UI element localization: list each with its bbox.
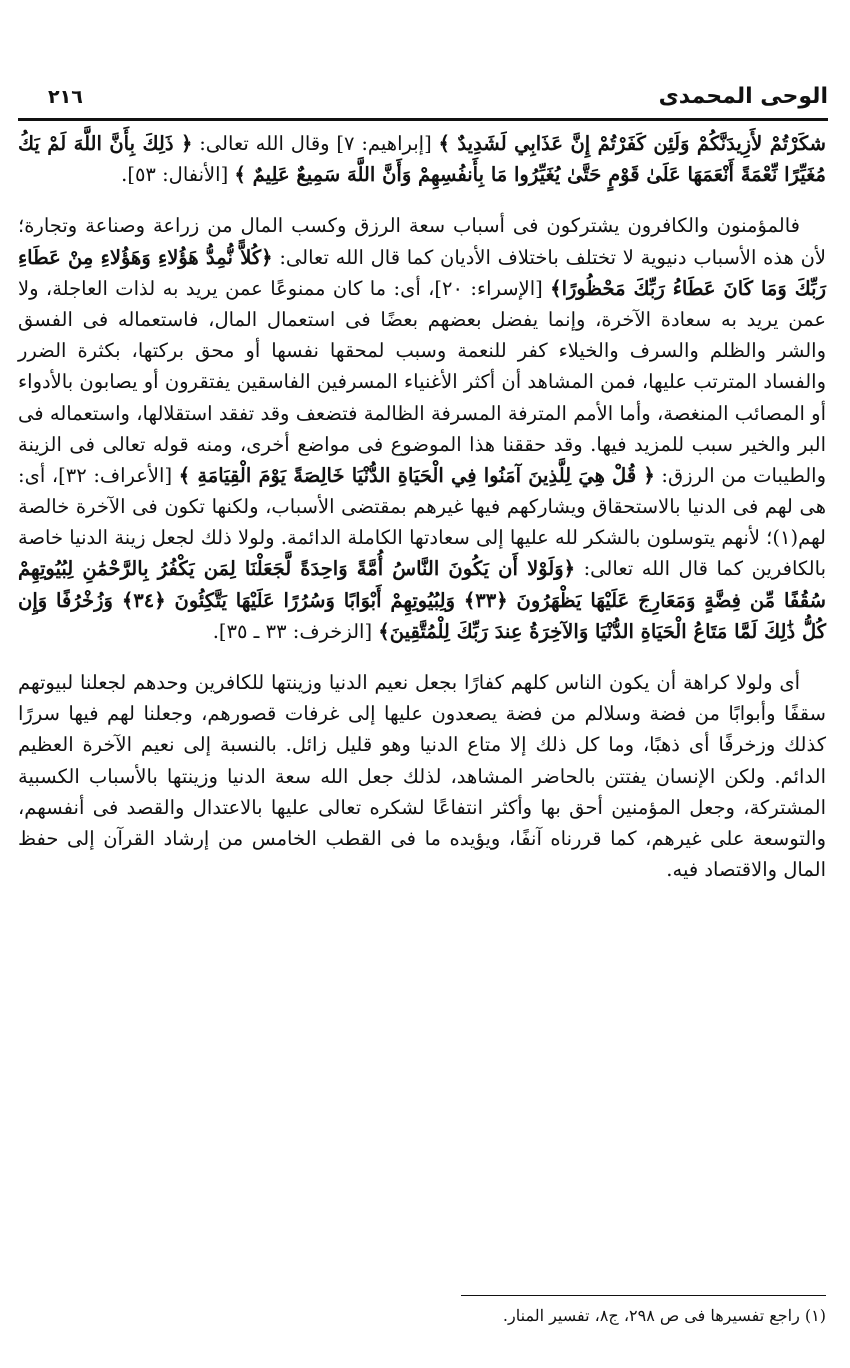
page-number: ٢١٦ bbox=[48, 86, 83, 108]
paragraph bbox=[18, 210, 826, 647]
footnote-divider bbox=[461, 1295, 826, 1296]
text-segment: فالمؤمنون والكافرون يشتركون فى أسباب سعة الرزق وكسب المال من زراعة وصناعة وتجارة؛ لأن هذه الأسباب دنيوية لا تختلف باختلاف الأديان كما قال الله تعالى: bbox=[18, 214, 827, 269]
text-segment: أى ولولا كراهة أن يكون الناس كلهم كفارًا بجعل نعيم الدنيا وزينتها للكافرين وحدهم لجعلنا لبيوتهم سقفًا وأبوابًا من فضة وسلالم من فضة يصعدون عليها إلى غرفات قصورهم، وجعلنا لهم فيها سررًا كذلك وزخرفًا أى ذهبًا، وما كل ذلك إلا متاع الدنيا وهو قليل زائل. بالنسبة إلى نعيم الآخرة العظيم الدائم. ولكن الإنسان يفتتن بالحاضر المشاهد، لذلك جعل الله سعة الدنيا وزينتها بالأسباب الكسبية المشتركة، وجعل المؤمنين أحق بها وأكثر انتفاعًا لشكره تعالى عليها بالاعتدال والقصد فى أنفسهم، والتوسعة على غيرهم، كما قررناه آنفًا، ويؤيده ما فى القطب الخامس من إرشاد القرآن إلى حفظ المال والاقتصاد فيه. bbox=[18, 671, 826, 882]
page-header bbox=[18, 84, 828, 121]
running-title: الوحى المحمدى bbox=[658, 84, 828, 109]
quran-verse: شكَرْتُمْ لأَزِيدَنَّكُمْ وَلَئِن كَفَرْتُمْ إِنَّ عَذَابِي لَشَدِيدٌ ﴾ bbox=[438, 132, 826, 155]
text-segment: [الزخرف: ٣٣ ـ ٣٥]. bbox=[212, 619, 379, 643]
text-segment: [الأنفال: ٥٣]. bbox=[121, 163, 235, 187]
paragraph bbox=[18, 667, 826, 885]
quran-verse: ﴿ ذَلِكَ بِأَنَّ اللَّهَ لَمْ يَكُ مُغَيِّرًا نِّعْمَةً أَنْعَمَهَا عَلَىٰ قَوْمٍ حَتَّىٰ يُغَيِّرُوا مَا بِأَنفُسِهِمْ وَأَنَّ اللَّهَ سَمِيعٌ عَلِيمٌ ﴾ bbox=[18, 132, 826, 187]
quran-verse: ﴿وَلَوْلا أَن يَكُونَ النَّاسُ أُمَّةً وَاحِدَةً لَّجَعَلْنَا لِمَن يَكْفُرُ بِالرَّحْمَٰنِ لِبُيُوتِهِمْ سُقُفًا مِّن فِضَّةٍ وَمَعَارِجَ عَلَيْهَا يَظْهَرُونَ ﴿٣٣﴾ وَلِبُيُوتِهِمْ أَبْوَابًا وَسُرُرًا عَلَيْهَا يَتَّكِئُونَ ﴿٣٤﴾ وَزُخْرُفًا وَإِن كُلُّ ذَٰلِكَ لَمَّا مَتَاعُ الْحَيَاةِ الدُّنْيَا وَالآخِرَةُ عِندَ رَبِّكَ لِلْمُتَّقِينَ﴾ bbox=[18, 557, 826, 643]
page-body bbox=[18, 128, 826, 905]
footnote: (١) راجع تفسيرها فى ص ٢٩٨، ج٨، تفسير المنار. bbox=[502, 1306, 826, 1325]
quran-verse: ﴿كُلاًّ نُّمِدُّ هَؤُلاءِ وَهَؤُلاءِ مِنْ عَطَاءِ رَبِّكَ وَمَا كَانَ عَطَاءُ رَبِّكَ مَحْظُورًا﴾ bbox=[18, 245, 826, 300]
text-segment: [الأعراف: ٣٢]، أى: هى لهم فى الدنيا بالاستحقاق ويشاركهم فيها غيرهم بمقتضى الأسباب، ولكنها تكون فى الآخرة خالصة لهم(١)؛ لأنهم يتوسلون بالشكر لله عليها إلى سعادتها الكاملة الدائمة. ولولا ذلك لجعل زينة الدنيا خاصة بالكافرين كما قال الله تعالى: bbox=[18, 463, 826, 581]
text-segment: [الإسراء: ٢٠]، أى: ما كان ممنوعًا عمن يريد به لذات العاجلة، ولا عمن يريد به سعادة الآخرة، وإنما يفضل بعضهم بعضًا فى استعمال المال، فاستعماله فى الفسق والشر والظلم والسرف والخيلاء كفر للنعمة وسبب لمحقها نفسها أو محق بركتها، بكثرة الضرر والفساد المترتب عليها، فمن المشاهد أن أكثر الأغنياء المسرفين الفاسقين يفتقرون أو يصابون بالأدواء أو المصائب المنغصة، وأما الأمم المترفة المسرفة الظالمة فتضعف وقد تفقد استقلالها، واستعماله فى البر والخير سبب للمزيد فيها. وقد حققنا هذا الموضوع فى مواضع أخرى، ومنه قوله تعالى فى الزينة والطيبات من الرزق: bbox=[18, 276, 826, 487]
quran-verse: ﴿ قُلْ هِيَ لِلَّذِينَ آمَنُوا فِي الْحَيَاةِ الدُّنْيَا خَالِصَةً يَوْمَ الْقِيَامَةِ ﴾ bbox=[178, 463, 655, 487]
text-segment: [إبراهيم: ٧] وقال الله تعالى: bbox=[192, 132, 439, 155]
paragraph bbox=[18, 128, 826, 190]
